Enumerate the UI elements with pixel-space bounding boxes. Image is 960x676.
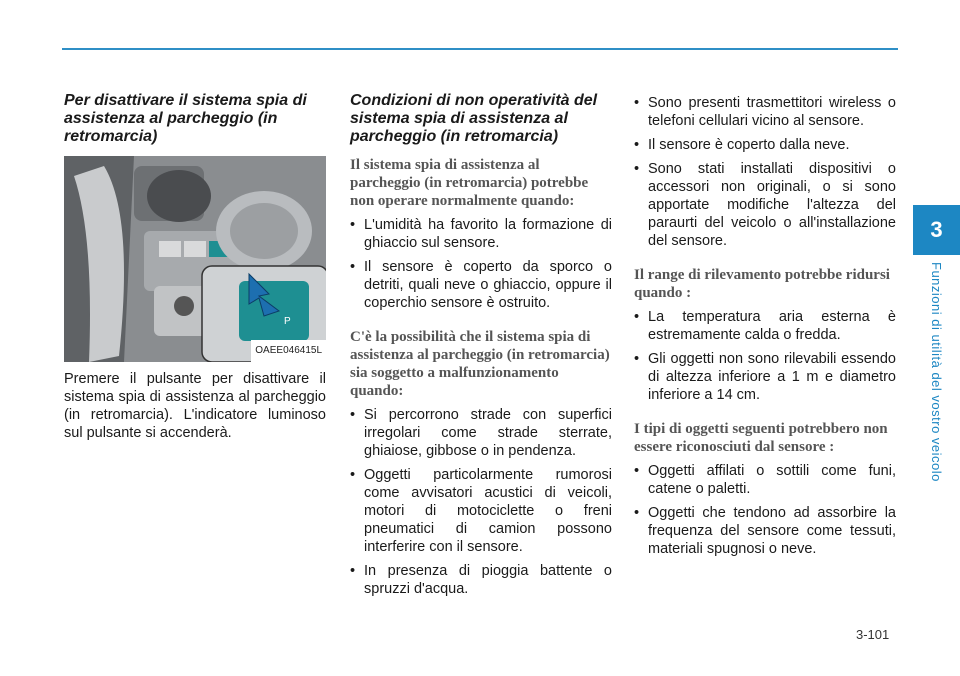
list-item: • Oggetti particolarmente rumorosi come avvisatori acustici di veicoli, motori di motociclette o freni pneumatici di camion possono interferire con il sensore. [350, 466, 612, 556]
subheading-malfunction: C'è la possibilità che il sistema spia di assistenza al parcheggio (in retromarcia) sia soggetto a malfunzionamento quando: [350, 329, 610, 399]
section-heading-conditions: Condizioni di non operatività del sistema spia di assistenza al parcheggio (in retromarcia) [350, 92, 598, 145]
column-2 [350, 92, 612, 614]
list-item: • In presenza di pioggia battente o spruzzi d'acqua. [350, 562, 612, 598]
console-figure [64, 156, 326, 362]
console-illustration [64, 156, 326, 362]
list-malfunction [350, 406, 612, 598]
list-range-reduced [634, 308, 896, 404]
list-item: • Gli oggetti non sono rilevabili essendo di altezza inferiore a 1 m e diametro inferiore a 14 cm. [634, 350, 896, 404]
list-malfunction-continued [634, 94, 896, 250]
chapter-title: Funzioni di utilità del vostro veicolo [929, 262, 944, 482]
header-rule [62, 48, 898, 50]
list-item: • L'umidità ha favorito la formazione di ghiaccio sul sensore. [350, 216, 612, 252]
disable-paragraph: Premere il pulsante per disattivare il sistema spia di assistenza al parcheggio (in retromarcia). L'indicatore luminoso sul pulsante si accenderà. [64, 371, 326, 441]
subheading-range-reduced: Il range di rilevamento potrebbe ridursi quando : [634, 267, 890, 301]
list-not-recognized [634, 462, 896, 558]
list-item: • Si percorrono strade con superfici irregolari come strade sterrate, ghiaiose, gibbose o in pendenza. [350, 406, 612, 460]
section-heading-disable: Per disattivare il sistema spia di assistenza al parcheggio (in retromarcia) [64, 92, 307, 145]
list-item: • La temperatura aria esterna è estremamente calda o fredda. [634, 308, 896, 344]
chapter-number-tab: 3 [913, 205, 960, 255]
list-item: • Oggetti che tendono ad assorbire la frequenza del sensore come tessuti, materiali spugnosi o neve. [634, 504, 896, 558]
column-3 [634, 94, 896, 574]
svg-text:P: P [284, 316, 291, 327]
list-item: • Il sensore è coperto da sporco o detriti, quali neve o ghiaccio, oppure il coperchio sensore è ostruito. [350, 258, 612, 312]
page-number: 3-101 [856, 627, 890, 642]
list-item: • Oggetti affilati o sottili come funi, catene o paletti. [634, 462, 896, 498]
column-1 [64, 92, 326, 442]
list-item: • Il sensore è coperto dalla neve. [634, 136, 896, 154]
list-may-not-operate [350, 216, 612, 312]
figure-label: OAEE046415L [251, 340, 326, 362]
subheading-may-not-operate: Il sistema spia di assistenza al parcheggio (in retromarcia) potrebbe non operare normalmente quando: [350, 157, 589, 209]
list-item: • Sono stati installati dispositivi o accessori non originali, o si sono apportate modifiche l'altezza del paraurti del veicolo o all'installazione del sensore. [634, 160, 896, 250]
list-item: • Sono presenti trasmettitori wireless o telefoni cellulari vicino al sensore. [634, 94, 896, 130]
subheading-not-recognized: I tipi di oggetti seguenti potrebbero non essere riconosciuti dal sensore : [634, 421, 888, 455]
